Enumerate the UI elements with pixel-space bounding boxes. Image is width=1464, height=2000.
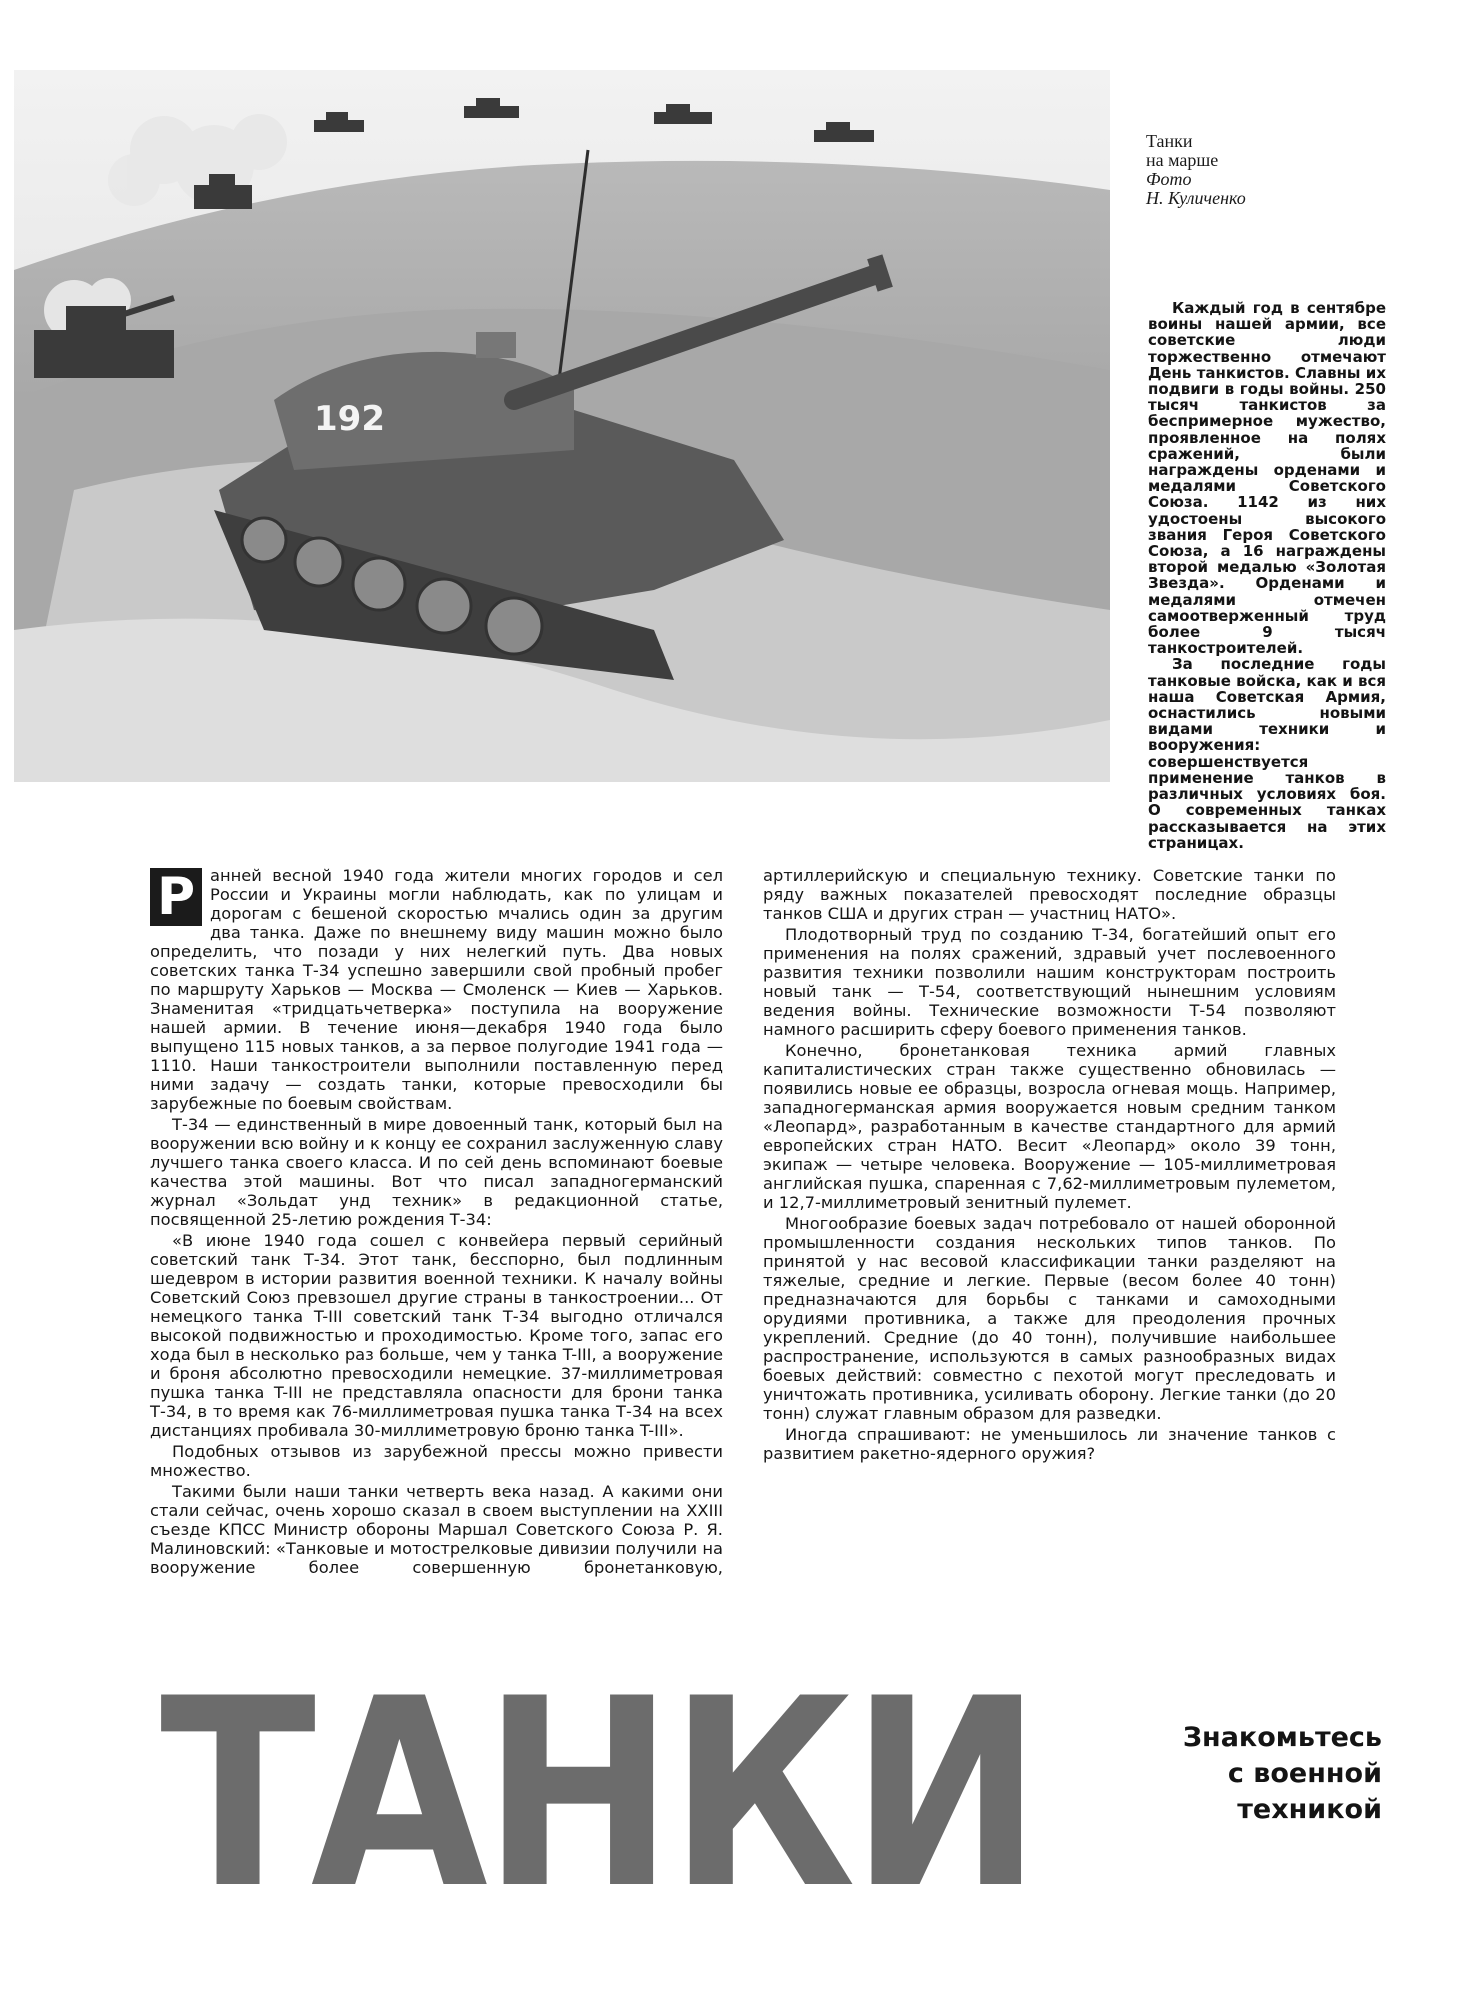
- caption-line-3: Фото: [1146, 169, 1192, 189]
- article-paragraph-3: «В июне 1940 года сошел с конвейера первый серийный советский танк Т-34. Этот танк, бесспорно, был подлинным шедевром в истории развития военной техники. К началу войны Советский Союз превзошел другие страны в танкостроении... От немецкого танка T-III советский танк Т-34 выгодно отличался высокой подвижностью и проходимостью. Кроме того, запас его хода был в несколько раз больше, чем у танка T-III, а вооружение и броня абсолютно превосходили немецкие. 37-миллиметровая пушка танка T-III не представляла опасности для брони танка Т-34, в то время как 76-миллиметровая пушка танка Т-34 на всех дистанциях пробивала 30-миллиметровую броню танка T-III».: [150, 1231, 723, 1440]
- photo-caption: [1146, 132, 1396, 208]
- subtitle-line-3: техникой: [1237, 1794, 1382, 1825]
- headline-title: ТАНКИ: [160, 1644, 1037, 1946]
- article-paragraph-9: Иногда спрашивают: не уменьшилось ли значение танков с развитием ракетно-ядерного оружия?: [763, 1425, 1336, 1463]
- subtitle-line-2: с военной: [1227, 1758, 1382, 1789]
- subtitle-line-1: Знакомьтесь: [1182, 1722, 1382, 1753]
- photo-credit: Н. Куличенко: [1146, 188, 1246, 208]
- intro-text: [1148, 300, 1386, 851]
- tank-number: 192: [314, 399, 385, 439]
- article-paragraph-1-text: анней весной 1940 года жители многих городов и сел России и Украины могли наблюдать, как по улицам и дорогам с бешеной скоростью мчались один за другим два танка. Даже по внешнему виду машин можно было определить, что позади у них нелегкий путь. Два новых советских танка Т-34 успешно завершили свой пробный пробег по маршруту Харьков — Москва — Смоленск — Киев — Харьков. Знаменитая «тридцатьчетверка» поступила на вооружение нашей армии. В течение июня—декабря 1940 года было выпущено 115 новых танков, а за первое полугодие 1941 года — 1110. Наши танкостроители выполнили поставленную перед ними задачу — создать танки, которые превосходили бы зарубежные по боевым свойствам.: [150, 866, 723, 1113]
- tanks-photo: [14, 70, 1110, 782]
- caption-line-2: на марше: [1146, 150, 1219, 170]
- article-paragraph-8: Многообразие боевых задач потребовало от нашей оборонной промышленности создания нескольких типов танков. По принятой у нас весовой классификации танки разделяют на тяжелые, средние и легкие. Первые (весом более 40 тонн) предназначаются для борьбы с танками и самоходными орудиями противника, а также для преодоления прочных укреплений. Средние (до 40 тонн), получившие наибольшее распространение, используются в самых разнообразных видах боевых действий: совместно с пехотой могут преследовать и уничтожать противника, усиливать оборону. Легкие танки (до 20 тонн) служат главным образом для разведки.: [763, 1214, 1336, 1423]
- article-body: [150, 866, 1336, 1586]
- headline-subtitle: [1100, 1720, 1382, 1828]
- article-paragraph-1: [150, 866, 723, 1113]
- article-paragraph-2: Т-34 — единственный в мире довоенный танк, который был на вооружении всю войну и к концу ее сохранил заслуженную славу лучшего танка своего класса. И по сей день вспоминают боевые качества этой машины. Вот что писал западногерманский журнал «Зольдат унд техник» в редакционной статье, посвященной 25-летию рождения Т-34:: [150, 1115, 723, 1229]
- caption-line-1: Танки: [1146, 131, 1193, 151]
- article-paragraph-5: Такими были наши танки четверть века назад. А какими они стали сейчас, очень хорошо сказал в своем выступлении на XXIII съезде КПСС Министр обороны Маршал Советского Союза Р. Я. Малиновский: «Танковые и мотострелковые дивизии получили на вооружение более совершенную бронетанковую, артиллерийскую и специальную технику. Советские танки по ряду важных показателей превосходят последние образцы танков США и других стран — участниц НАТО».: [150, 866, 1336, 1577]
- article-paragraph-6: Плодотворный труд по созданию Т-34, богатейший опыт его применения на полях сражений, здравый учет послевоенного развития техники позволили нашим конструкторам построить новый танк — Т-54, соответствующий нынешним условиям ведения войны. Технические возможности Т-54 позволяют намного расширить сферу боевого применения танков.: [763, 925, 1336, 1039]
- article-paragraph-7: Конечно, бронетанковая техника армий главных капиталистических стран также существенно обновилась — появились новые ее образцы, возросла огневая мощь. Например, западногерманская армия вооружается новым средним танком «Леопард», разработанным в качестве стандартного для армий европейских стран НАТО. Весит «Леопард» около 39 тонн, экипаж — четыре человека. Вооружение — 105-миллиметровая английская пушка, спаренная с 7,62-миллиметровым пулеметом, и 12,7-миллиметровый зенитный пулемет.: [763, 1041, 1336, 1212]
- article-paragraph-4: Подобных отзывов из зарубежной прессы можно привести множество.: [150, 1442, 723, 1480]
- intro-paragraph-1: Каждый год в сентябре воины нашей армии, все советские люди торжественно отмечают День танкистов. Славны их подвиги в годы войны. 250 тысяч танкистов за беспримерное мужество, проявленное на полях сражений, были награждены орденами и медалями Советского Союза. 1142 из них удостоены высокого звания Героя Советского Союза, а 16 награждены второй медалью «Золотая Звезда». Орденами и медалями отмечен самоотверженный труд более 9 тысяч танкостроителей.: [1148, 299, 1386, 658]
- intro-paragraph-2: За последние годы танковые войска, как и вся наша Советская Армия, оснастились новыми видами техники и вооружения: совершенствуется применение танков в различных условиях боя. О современных танках рассказывается на этих страницах.: [1148, 655, 1386, 852]
- drop-cap: Р: [150, 868, 202, 926]
